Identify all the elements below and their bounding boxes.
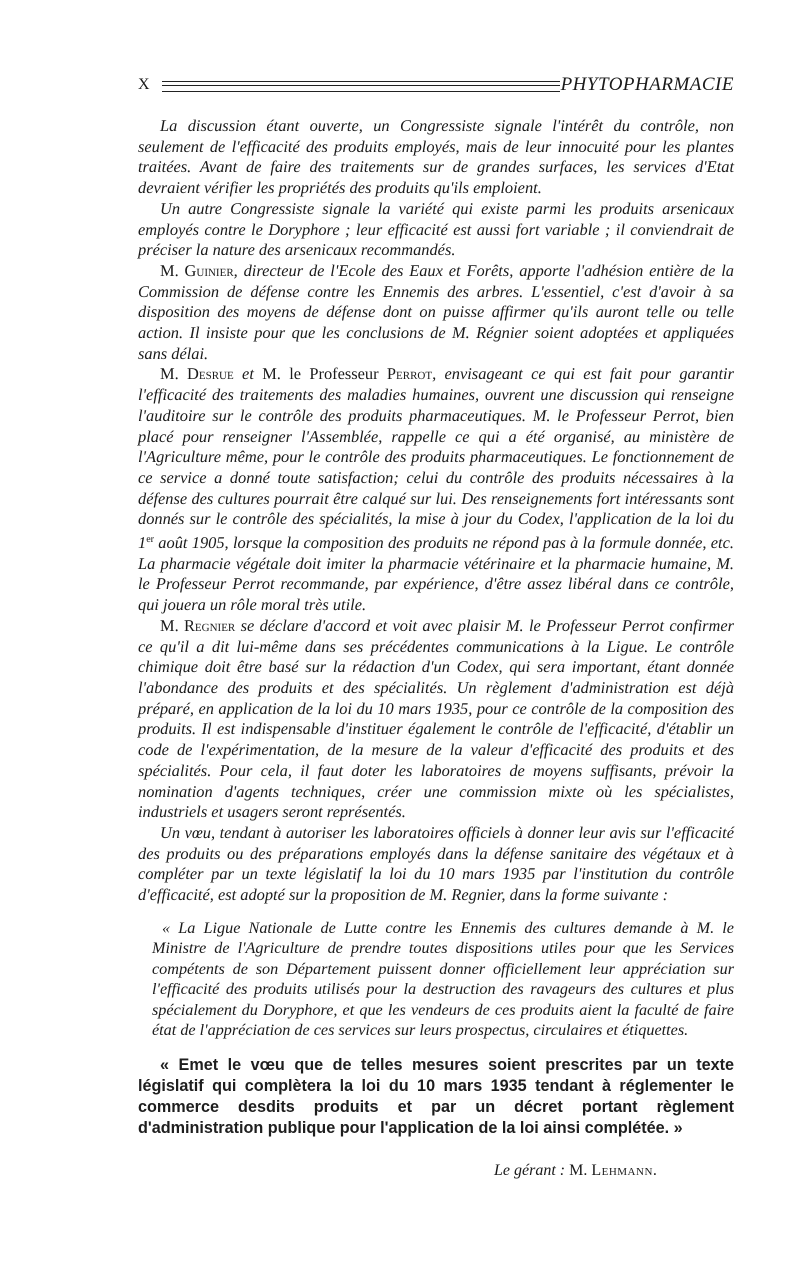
paragraph-text: se déclare d'accord et voit avec plaisir M. le Professeur Perrot confirmer ce qu'il a dit lui-même dans ses précédentes communications à la Ligue. Le contrôle chimique doit être basé sur la rédaction d'un Codex, qui sera important, étant donnée l'abondance des produits et des spécialités. Un règlement d'administration est déjà préparé, en application de la loi du 10 mars 1935, pour ce contrôle de la composition des produits. Il est indispensable d'instituer également le contrôle de l'efficacité, d'établir un code de l'expérimentation, de la mesure de la valeur d'efficacité des produits et des spécialités. Pour cela, il faut doter les laboratoires de moyens suffisants, prévoir la nomination d'agents techniques, créer une commission mixte où les spécialistes, industriels et usagers seront représentés.: [138, 615, 734, 822]
signature-honorific: M.: [569, 1162, 588, 1179]
paragraph-text: , envisageant ce qui est fait pour garantir l'efficacité des traitements des maladies humaines, ouvrent une discussion qui renseigne l'auditoire sur le contrôle des produits pharmaceutiques. M. le Professeur Perrot, bien placé pour renseigner l'Assemblée, rappelle ce qui a été organisé, au ministère de l'Agriculture même, pour le contrôle des produits pharmaceutiques. Le fonctionnement de ce service a donné toute satisfaction; celui du contrôle des produits nécessaires à la défense des cultures pourrait être calqué sur lui. Des renseignements fort intéressants sont donnés sur le contrôle des spécialités, la mise à jour du Codex, l'application de la loi du 1: [138, 364, 734, 553]
paragraph-5: [138, 616, 734, 823]
signature-line: [494, 1161, 657, 1181]
honorific: M.: [160, 260, 179, 280]
honorific: M.: [160, 615, 179, 635]
page-header: [138, 74, 734, 98]
speaker-name: Guinier: [184, 260, 234, 280]
page-number: X: [138, 76, 150, 93]
conjunction: et: [233, 364, 263, 384]
paragraph-1: La discussion étant ouverte, un Congressiste signale l'intérêt du contrôle, non seulement de l'efficacité des produits employés, mais de leur innocuité pour les plantes traitées. Avant de faire des traitements sur de grandes surfaces, les services d'Etat devraient vérifier les propriétés des produits qu'ils emploient.: [138, 116, 734, 198]
speaker-name: Perrot: [386, 364, 433, 384]
paragraph-2: Un autre Congressiste signale la variété qui existe parmi les produits arsenicaux employés contre le Doryphore ; leur efficacité est aussi fort variable ; il conviendrait de préciser la nature des arsenicaux recommandés.: [138, 198, 734, 260]
paragraph-text: août 1905, lorsque la composition des produits ne répond pas à la formule donnée, etc. La pharmacie végétale doit imiter la pharmacie vétérinaire et la pharmacie humaine, M. le Professeur Perrot recommande, par expérience, d'être assez libéral dans ce contrôle, qui jouera un rôle moral très utile.: [138, 533, 734, 615]
speaker-name: Regnier: [184, 615, 236, 635]
speaker-name: Desrue: [187, 364, 234, 384]
signature-label: Le gérant :: [494, 1162, 566, 1179]
paragraph-3: [138, 261, 734, 365]
honorific: M.: [160, 364, 179, 384]
paragraph-4: [138, 364, 734, 615]
signature-name: Lehmann.: [591, 1162, 658, 1179]
paragraph-6: Un vœu, tendant à autoriser les laboratoires officiels à donner leur avis sur l'efficacité des produits ou des préparations employés dans la défense sanitaire des végétaux et à compléter par un texte législatif la loi du 10 mars 1935 par l'institution du contrôle d'efficacité, est adopté sur la proposition de M. Regnier, dans la forme suivante :: [138, 822, 734, 905]
paragraph-text: , directeur de l'Ecole des Eaux et Forêts, apporte l'adhésion entière de la Commission de défense contre les Ennemis des arbres. L'essentiel, c'est d'avoir à sa disposition des moyens de défense dont on puisse affirmer qu'ils auront telle ou telle action. Il insiste pour que les conclusions de M. Régnier soient adoptées et appliquées sans délai.: [138, 260, 734, 363]
voeu-statement: « Emet le vœu que de telles mesures soient prescrites par un texte législatif qui complètera la loi du 10 mars 1935 tendant à réglementer le commerce desdits produits et par un décret portant règlement d'administration publique pour l'application de la loi ainsi complétée. »: [138, 1055, 734, 1137]
honorific: M. le Professeur: [262, 364, 379, 384]
quoted-resolution: « La Ligue Nationale de Lutte contre les Ennemis des cultures demande à M. le Ministre de l'Agriculture de prendre toutes dispositions utiles pour que les Services compétents de son Département puissent donner officiellement leur appréciation sur l'efficacité des produits utilisés pour la destruction des ravageurs des cultures et plus spécialement du Doryphore, et que les vendeurs de ces produits aient la faculté de faire état de l'appréciation de ces services sur leurs prospectus, circulaires et étiquettes.: [152, 918, 734, 1040]
running-title: PHYTOPHARMACIE: [560, 74, 734, 95]
header-rule: [162, 81, 560, 92]
page-body: [138, 116, 734, 1139]
superscript: er: [146, 534, 154, 546]
